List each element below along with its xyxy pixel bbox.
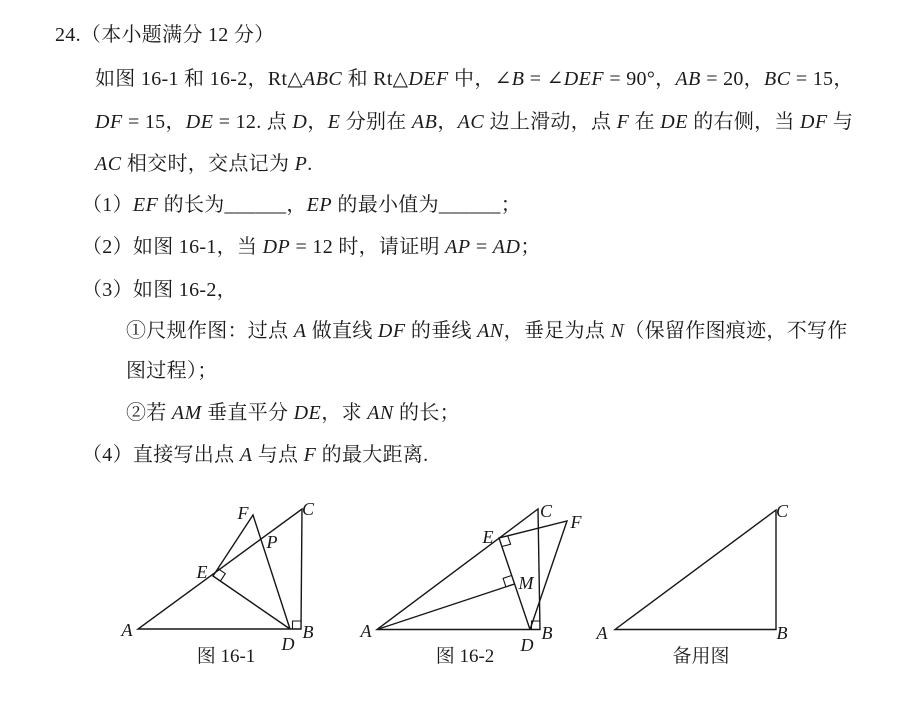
problem-text-line-1: 如图 16-1 和 16-2，Rt△ABC 和 Rt△DEF 中，∠B = ∠DEF = 90°，AB = 20，BC = 15， bbox=[95, 68, 854, 90]
fig1-label-P: P bbox=[266, 532, 278, 552]
fig1-right-angle-B-icon bbox=[293, 621, 302, 629]
question-3-sub1-cont-line: 图过程）； bbox=[126, 360, 218, 382]
question-3-line: （3）如图 16-2， bbox=[82, 279, 237, 301]
fig2-label-D: D bbox=[520, 635, 534, 655]
fig2-label-E: E bbox=[482, 527, 494, 547]
fig3-label-B: B bbox=[776, 623, 788, 643]
fig1-label-E: E bbox=[196, 562, 208, 582]
fig2-label-F: F bbox=[570, 512, 582, 532]
fig2-label-A: A bbox=[360, 621, 372, 641]
question-2-line: （2）如图 16-1，当 DP = 12 时，请证明 AP = AD； bbox=[82, 236, 541, 258]
fig1-label-C: C bbox=[301, 499, 315, 519]
fig1-caption: 图 16-1 bbox=[196, 646, 256, 667]
fig1-label-B: B bbox=[302, 622, 314, 642]
question-3-sub1-line: ①尺规作图：过点 A 做直线 DF 的垂线 AN，垂足为点 N（保留作图痕迹，不写作 bbox=[126, 320, 848, 342]
fig2-caption: 图 16-2 bbox=[435, 646, 495, 667]
fig2-label-C: C bbox=[539, 501, 553, 521]
problem-text-line-2: DF = 15，DE = 12. 点 D，E 分别在 AB，AC 边上滑动，点 F 在 DE 的右侧，当 DF 与 bbox=[95, 111, 854, 133]
fig1-triangle-DEF bbox=[213, 515, 290, 629]
fig2-label-B: B bbox=[541, 623, 553, 643]
fig1-label-A: A bbox=[121, 620, 133, 640]
fig2-label-M: M bbox=[518, 573, 534, 593]
question-4-line: （4）直接写出点 A 与点 F 的最大距离. bbox=[82, 444, 429, 466]
fig3-caption: 备用图 bbox=[672, 646, 730, 667]
fig2-segment-AM bbox=[377, 584, 515, 630]
question-1-line: （1）EF 的长为______，EP 的最小值为______； bbox=[82, 194, 522, 216]
question-3-sub2-line: ②若 AM 垂直平分 DE，求 AN 的长； bbox=[126, 402, 460, 424]
problem-text-line-3: AC 相交时，交点记为 P. bbox=[95, 153, 313, 175]
fig3-label-C: C bbox=[775, 501, 789, 521]
figure-16-1 bbox=[121, 499, 315, 667]
fig1-label-D: D bbox=[281, 634, 295, 654]
fig1-triangle-ABC bbox=[138, 509, 302, 629]
fig3-triangle-ABC bbox=[615, 510, 776, 630]
problem-number-line: 24.（本小题满分 12 分） bbox=[55, 24, 275, 46]
fig3-label-A: A bbox=[596, 623, 608, 643]
fig2-triangle-ABC bbox=[377, 509, 540, 630]
figure-16-2 bbox=[360, 501, 583, 667]
fig1-label-F: F bbox=[237, 503, 249, 523]
figure-spare bbox=[596, 501, 789, 667]
